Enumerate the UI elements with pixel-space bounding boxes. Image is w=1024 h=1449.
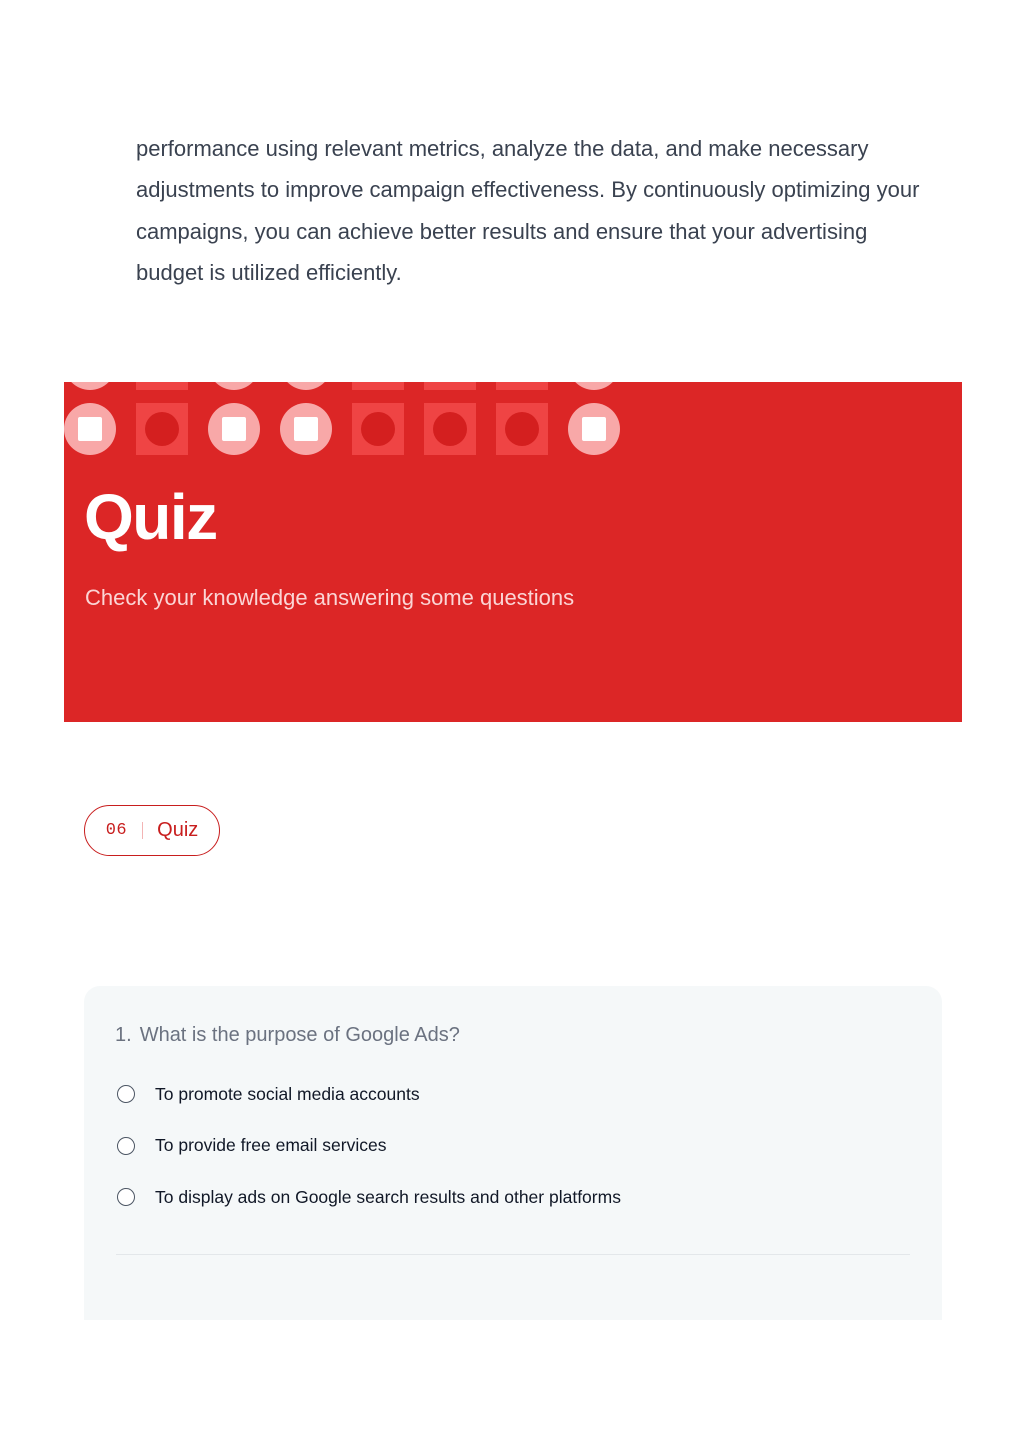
- intro-line: adjustments to improve campaign effectiveness. By continuously optimizing your: [136, 177, 920, 203]
- answer-option-1[interactable]: [117, 1082, 621, 1106]
- question-number: 1.: [115, 1024, 132, 1046]
- decorative-pattern: [64, 382, 962, 472]
- answer-option-label: To promote social media accounts: [155, 1083, 420, 1104]
- pattern-square-icon: [78, 417, 102, 441]
- pattern-tile-icon: [496, 382, 548, 390]
- pattern-ring-icon: [280, 382, 332, 390]
- pattern-dot-icon: [145, 412, 179, 446]
- pattern-ring-icon: [208, 382, 260, 390]
- answer-option-3[interactable]: [117, 1185, 621, 1209]
- intro-line: budget is utilized efficiently.: [136, 259, 402, 285]
- section-number: 06: [105, 821, 128, 840]
- question-text: [115, 1024, 460, 1047]
- question-label: What is the purpose of Google Ads?: [139, 1024, 460, 1046]
- answer-options: [117, 1082, 621, 1237]
- pattern-tile-icon: [136, 382, 188, 390]
- pattern-ring-icon: [568, 382, 620, 390]
- pattern-dot-icon: [361, 412, 395, 446]
- radio-button[interactable]: [117, 1188, 135, 1206]
- radio-button[interactable]: [117, 1137, 135, 1155]
- answer-option-label: To provide free email services: [155, 1135, 387, 1155]
- intro-line: campaigns, you can achieve better results and ensure that your advertising: [136, 218, 868, 244]
- section-badge: [84, 805, 220, 856]
- quiz-card: [84, 986, 942, 1320]
- banner-subtitle: Check your knowledge answering some questions: [85, 585, 575, 610]
- section-label: Quiz: [157, 819, 199, 841]
- pattern-tile-icon: [352, 382, 404, 390]
- intro-line: performance using relevant metrics, analyze the data, and make necessary: [136, 136, 869, 161]
- quiz-banner: [64, 382, 962, 722]
- answer-option-2[interactable]: [117, 1134, 621, 1158]
- card-divider: [116, 1254, 910, 1255]
- pattern-square-icon: [294, 417, 318, 441]
- radio-button[interactable]: [117, 1085, 135, 1103]
- section-divider: [142, 822, 143, 839]
- pattern-tile-icon: [424, 382, 476, 390]
- answer-option-label: To display ads on Google search results and other platforms: [155, 1186, 621, 1207]
- banner-title: Quiz: [84, 481, 217, 553]
- pattern-ring-icon: [64, 382, 116, 390]
- pattern-dot-icon: [505, 412, 539, 446]
- intro-paragraph: [136, 128, 936, 293]
- pattern-square-icon: [222, 417, 246, 441]
- pattern-square-icon: [582, 417, 606, 441]
- pattern-dot-icon: [433, 412, 467, 446]
